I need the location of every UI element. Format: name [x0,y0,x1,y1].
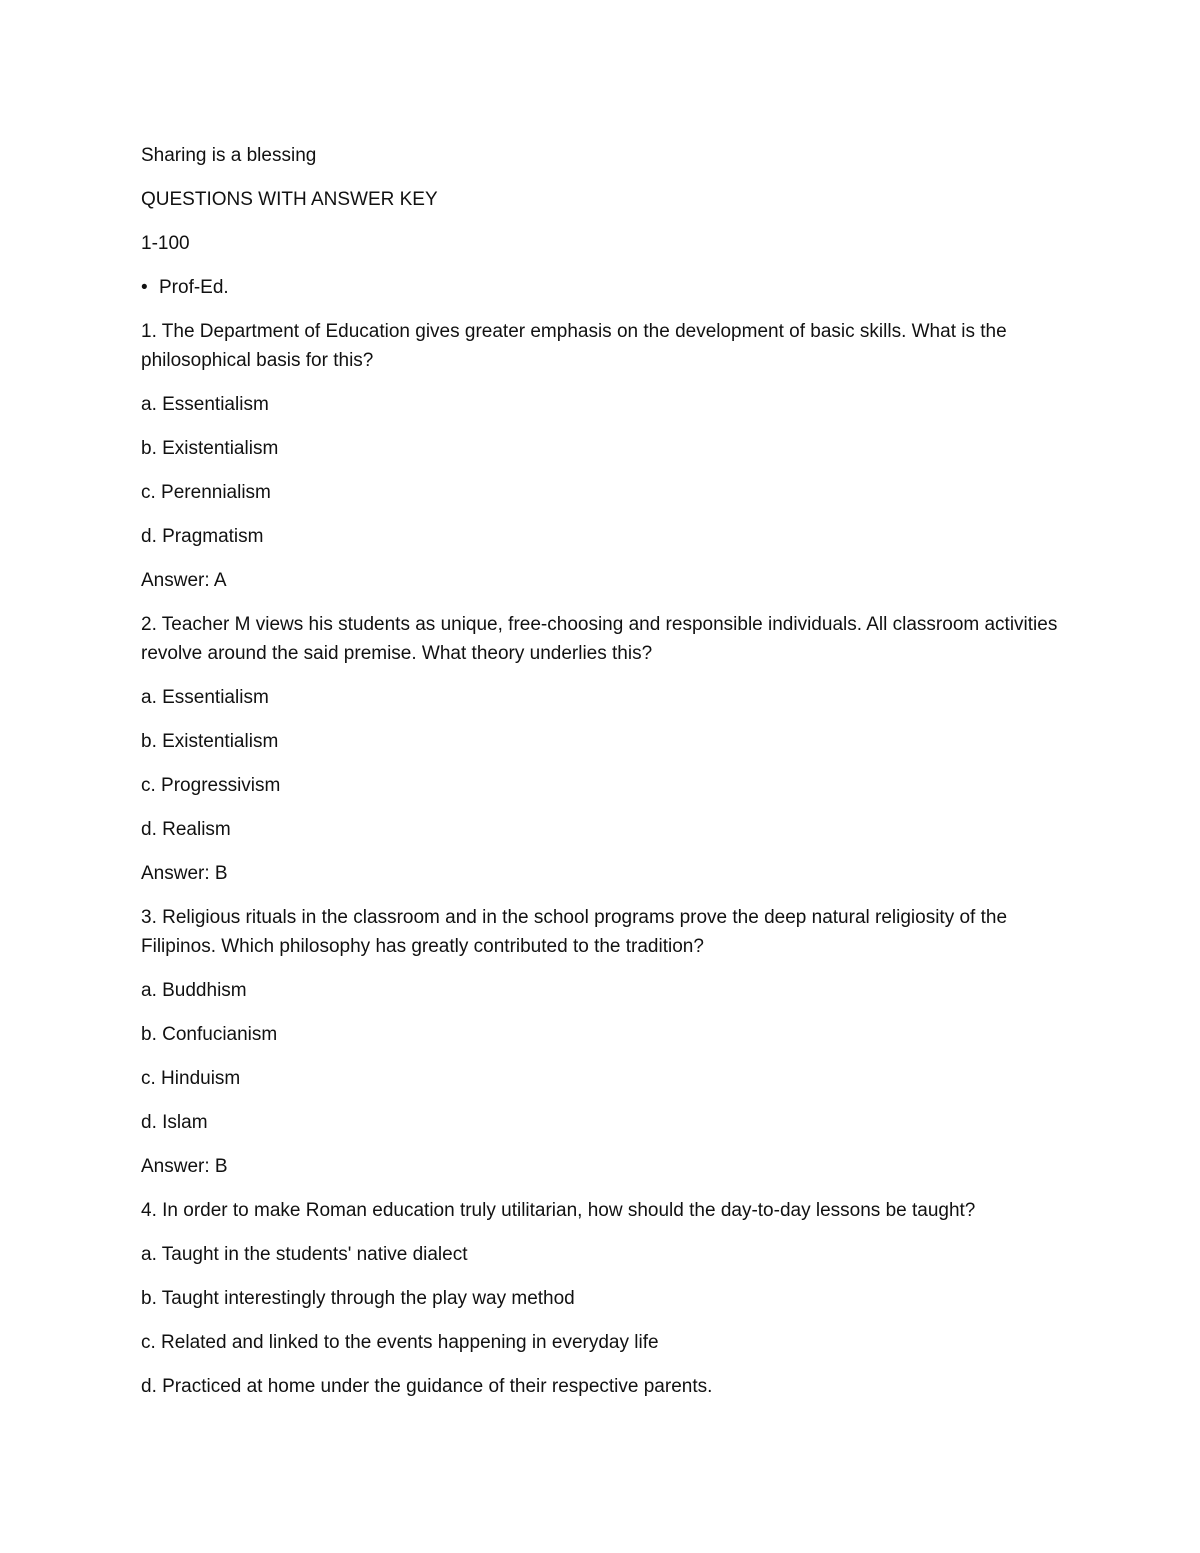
answer-key: Answer: B [141,1156,228,1177]
answer-option: d. Islam [141,1112,208,1133]
section-heading [141,273,1061,302]
answer-option: a. Buddhism [141,980,247,1001]
answer-option: b. Confucianism [141,1024,278,1045]
answer-option: c. Perennialism [141,482,271,503]
question-text: 3. Religious rituals in the classroom and in the school programs prove the deep natural religiosity of the Filipinos. Which philosophy has greatly contributed to the tradition? [141,907,1008,957]
answer-option: b. Existentialism [141,438,279,459]
answer-option: d. Pragmatism [141,526,264,547]
document-body [141,141,1061,1416]
answer-option: d. Practiced at home under the guidance of their respective parents. [141,1376,713,1397]
answer-option: b. Taught interestingly through the play way method [141,1288,575,1309]
answer-option: c. Related and linked to the events happening in everyday life [141,1332,659,1353]
question-text: 1. The Department of Education gives greater emphasis on the development of basic skills. What is the philosophical basis for this? [141,321,1007,371]
document-subtitle: QUESTIONS WITH ANSWER KEY [141,189,438,210]
answer-option: b. Existentialism [141,731,279,752]
section-label: Prof-Ed. [159,277,229,298]
answer-option: c. Hinduism [141,1068,241,1089]
answer-key: Answer: B [141,863,228,884]
question-text: 2. Teacher M views his students as unique, free-choosing and responsible individuals. All classroom activities revolve around the said premise. What theory underlies this? [141,614,1058,664]
answer-option: d. Realism [141,819,231,840]
answer-option: a. Essentialism [141,394,269,415]
bullet-icon: • [141,277,148,298]
answer-option: a. Taught in the students' native dialect [141,1244,468,1265]
answer-option: a. Essentialism [141,687,269,708]
question-text: 4. In order to make Roman education truly utilitarian, how should the day-to-day lessons be taught? [141,1200,976,1221]
answer-key: Answer: A [141,570,227,591]
answer-option: c. Progressivism [141,775,281,796]
question-range: 1-100 [141,233,190,254]
document-title: Sharing is a blessing [141,145,317,166]
